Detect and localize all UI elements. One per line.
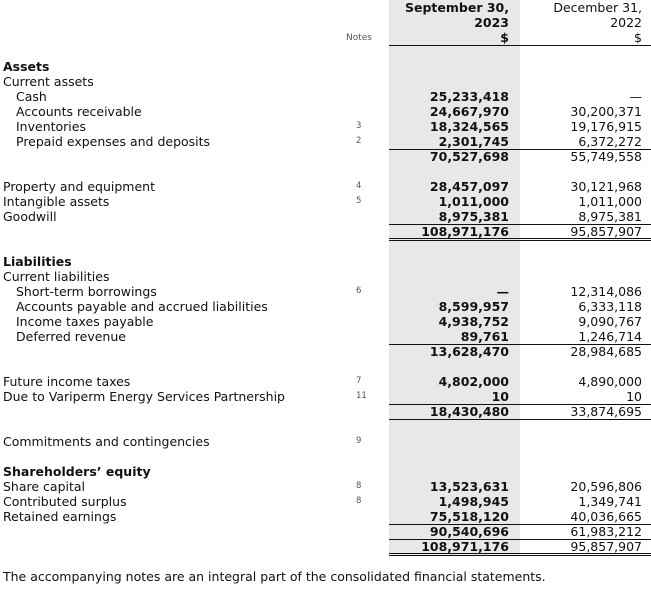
row-label: Retained earnings xyxy=(3,509,117,524)
row-current-value: 13,628,470 xyxy=(429,344,509,359)
row-current-value: 18,324,565 xyxy=(429,119,509,134)
row-note: 5 xyxy=(356,196,362,206)
footer-note: The accompanying notes are an integral part of the consolidated financial statements. xyxy=(3,569,546,584)
table-row xyxy=(0,374,651,389)
table-row xyxy=(0,329,651,344)
table-row xyxy=(0,479,651,494)
double-rule-top xyxy=(389,238,651,239)
row-current-value: 89,761 xyxy=(460,329,509,344)
current-period-year: 2023 xyxy=(474,15,509,30)
row-prior-value: 1,349,741 xyxy=(578,494,642,509)
current-period-header xyxy=(389,0,509,45)
prior-period-currency: $ xyxy=(634,30,642,45)
table-row xyxy=(0,434,651,449)
row-prior-value: 4,890,000 xyxy=(578,374,642,389)
row-prior-value: 30,121,968 xyxy=(570,179,642,194)
current-liabilities-heading: Current liabilities xyxy=(3,269,110,284)
table-row xyxy=(0,134,651,149)
row-current-value: 1,011,000 xyxy=(438,194,509,209)
table-row xyxy=(0,119,651,134)
table-row xyxy=(0,104,651,119)
double-rule-top xyxy=(389,553,651,554)
row-prior-value: 61,983,212 xyxy=(570,524,642,539)
row-current-value: 108,971,176 xyxy=(421,539,509,554)
row-label: Contributed surplus xyxy=(3,494,127,509)
table-row xyxy=(0,389,651,404)
row-current-value: 28,457,097 xyxy=(429,179,509,194)
row-current-value: 10 xyxy=(491,389,509,404)
table-row xyxy=(0,89,651,104)
assets-heading: Assets xyxy=(3,59,50,74)
current-period-currency: $ xyxy=(500,30,509,45)
table-row xyxy=(0,314,651,329)
row-note: 3 xyxy=(356,121,362,131)
row-current-value: 70,527,698 xyxy=(429,149,509,164)
row-current-value: 108,971,176 xyxy=(421,224,509,239)
table-row xyxy=(0,179,651,194)
row-label: Due to Variperm Energy Services Partnership xyxy=(3,389,285,404)
row-label: Inventories xyxy=(16,119,86,134)
row-label: Deferred revenue xyxy=(16,329,126,344)
table-row xyxy=(0,284,651,299)
table-row xyxy=(0,494,651,509)
total-assets-row xyxy=(0,224,651,239)
row-current-value: 18,430,480 xyxy=(429,404,509,419)
current-period-date: September 30, xyxy=(405,0,509,15)
double-rule-bottom xyxy=(389,555,651,556)
row-prior-value: 12,314,086 xyxy=(570,284,642,299)
row-label: Accounts receivable xyxy=(16,104,142,119)
row-note: 6 xyxy=(356,286,362,296)
row-current-value: 25,233,418 xyxy=(429,89,509,104)
row-label: Commitments and contingencies xyxy=(3,434,210,449)
row-note: 7 xyxy=(356,376,362,386)
row-current-value: 2,301,745 xyxy=(438,134,509,149)
liabilities-heading: Liabilities xyxy=(3,254,72,269)
row-prior-value: 19,176,915 xyxy=(570,119,642,134)
row-note: 8 xyxy=(356,496,362,506)
row-prior-value: 95,857,907 xyxy=(570,539,642,554)
row-label: Intangible assets xyxy=(3,194,110,209)
row-prior-value: 55,749,558 xyxy=(570,149,642,164)
header-underline xyxy=(389,45,651,46)
row-current-value: 8,599,957 xyxy=(438,299,509,314)
row-prior-value: 10 xyxy=(626,389,642,404)
row-label: Goodwill xyxy=(3,209,57,224)
table-row xyxy=(0,509,651,524)
row-current-value: 24,667,970 xyxy=(429,104,509,119)
row-prior-value: 20,596,806 xyxy=(570,479,642,494)
row-label: Property and equipment xyxy=(3,179,156,194)
row-label: Future income taxes xyxy=(3,374,131,389)
current-assets-heading: Current assets xyxy=(3,74,94,89)
row-label: Accounts payable and accrued liabilities xyxy=(16,299,268,314)
row-note: 11 xyxy=(356,391,367,401)
row-prior-value: 6,333,118 xyxy=(578,299,642,314)
equity-heading: Shareholders’ equity xyxy=(3,464,151,479)
prior-period-year: 2022 xyxy=(610,15,642,30)
total-underline xyxy=(389,419,651,420)
row-prior-value: 40,036,665 xyxy=(570,509,642,524)
row-prior-value: 33,874,695 xyxy=(570,404,642,419)
total-liabilities-row xyxy=(0,404,651,419)
row-current-value: 4,938,752 xyxy=(438,314,509,329)
row-current-value: 4,802,000 xyxy=(438,374,509,389)
row-prior-value: 9,090,767 xyxy=(578,314,642,329)
row-prior-value: — xyxy=(629,89,642,104)
row-note: 2 xyxy=(356,136,362,146)
double-rule-bottom xyxy=(389,240,651,241)
row-prior-value: 95,857,907 xyxy=(570,224,642,239)
row-label: Income taxes payable xyxy=(16,314,154,329)
grand-total-row xyxy=(0,539,651,554)
notes-column-header: Notes xyxy=(346,33,372,43)
row-current-value: 8,975,381 xyxy=(438,209,509,224)
row-label: Prepaid expenses and deposits xyxy=(16,134,211,149)
table-row xyxy=(0,299,651,314)
row-current-value: 1,498,945 xyxy=(438,494,509,509)
row-current-value: — xyxy=(496,284,509,299)
equity-total-row xyxy=(0,524,651,539)
row-label: Short-term borrowings xyxy=(16,284,157,299)
row-label: Cash xyxy=(16,89,47,104)
current-liabilities-total-row xyxy=(0,344,651,359)
row-prior-value: 6,372,272 xyxy=(578,134,642,149)
row-label: Share capital xyxy=(3,479,86,494)
row-current-value: 75,518,120 xyxy=(429,509,509,524)
row-prior-value: 30,200,371 xyxy=(570,104,642,119)
row-prior-value: 1,011,000 xyxy=(578,194,642,209)
row-current-value: 90,540,696 xyxy=(429,524,509,539)
row-note: 9 xyxy=(356,436,362,446)
row-note: 8 xyxy=(356,481,362,491)
prior-period-header xyxy=(520,0,642,45)
row-prior-value: 8,975,381 xyxy=(578,209,642,224)
row-current-value: 13,523,631 xyxy=(429,479,509,494)
row-prior-value: 1,246,714 xyxy=(578,329,642,344)
row-note: 4 xyxy=(356,181,362,191)
table-row xyxy=(0,209,651,224)
table-row xyxy=(0,194,651,209)
row-prior-value: 28,984,685 xyxy=(570,344,642,359)
current-assets-total-row xyxy=(0,149,651,164)
prior-period-date: December 31, xyxy=(553,0,642,15)
